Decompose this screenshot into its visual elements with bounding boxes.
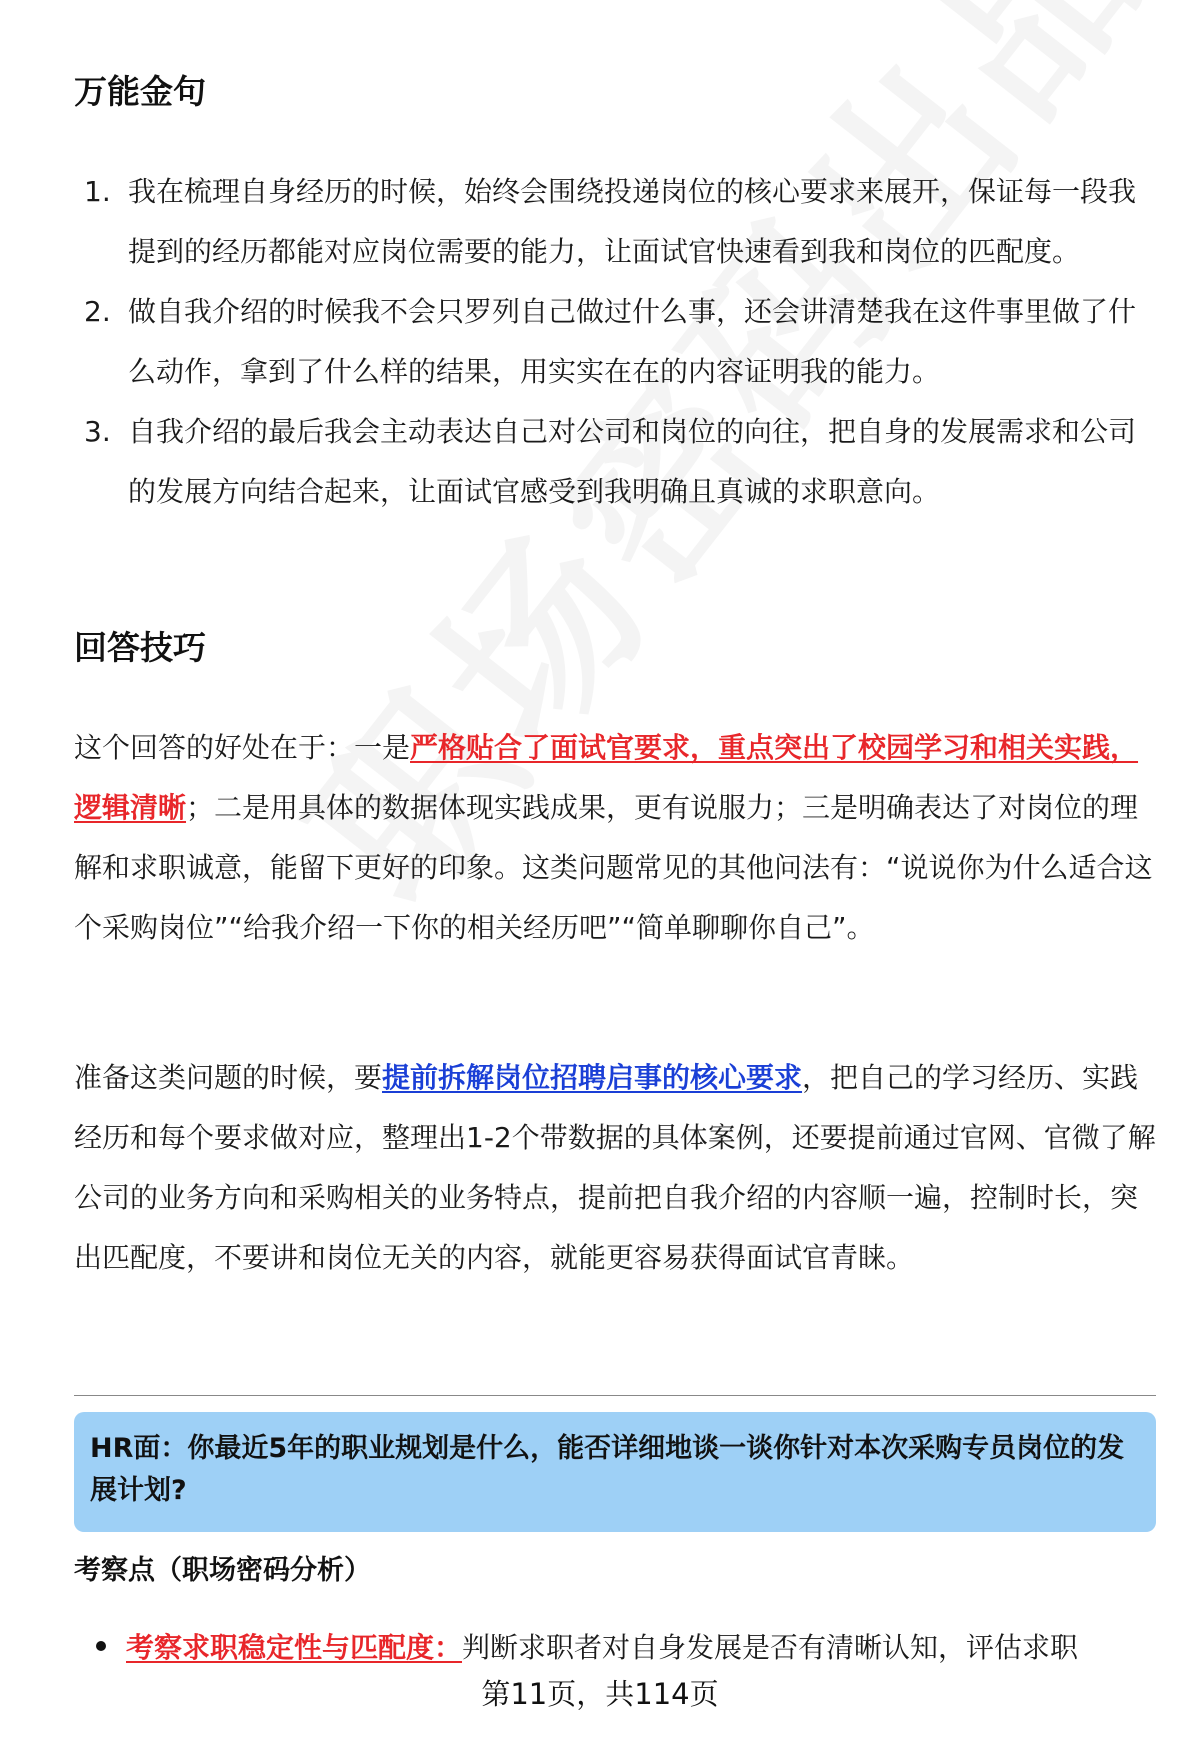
highlight-blue-text: 提前拆解岗位招聘启事的核心要求 xyxy=(382,1061,803,1094)
list-item xyxy=(74,162,1154,282)
bullet-dot-icon xyxy=(96,1641,106,1651)
list-item xyxy=(74,282,1154,402)
answer-tips-paragraph-2 xyxy=(74,1048,1156,1288)
paragraph-text: ，把自己的学习经历、实践经历和每个要求做对应，整理出1-2个带数据的具体案例，还要提前通过官网、官微了解公司的业务方向和采购相关的业务特点，提前把自我介绍的内容顺一遍，控制时长，突出匹配度，不要讲和岗位无关的内容，就能更容易获得面试官青睐。 xyxy=(74,1061,1156,1274)
list-number: 3. xyxy=(84,415,111,448)
section-divider xyxy=(74,1395,1156,1396)
list-number: 1. xyxy=(84,175,111,208)
bullet-highlight-text: 考察求职稳定性与匹配度： xyxy=(126,1631,463,1664)
hr-question-text: HR面：你最近5年的职业规划是什么，能否详细地谈一谈你针对本次采购专员岗位的发展计划? xyxy=(90,1433,1125,1506)
list-item xyxy=(74,402,1154,522)
golden-sentences-list xyxy=(74,162,1154,522)
section-title-golden-sentences: 万能金句 xyxy=(74,72,206,111)
list-item-text: 做自我介绍的时候我不会只罗列自己做过什么事，还会讲清楚我在这件事里做了什么动作，拿到了什么样的结果，用实实在在的内容证明我的能力。 xyxy=(128,295,1137,388)
answer-tips-paragraph-1 xyxy=(74,718,1156,958)
hr-question-callout xyxy=(74,1412,1156,1532)
list-item-text: 我在梳理自身经历的时候，始终会围绕投递岗位的核心要求来展开，保证每一段我提到的经历都能对应岗位需要的能力，让面试官快速看到我和岗位的匹配度。 xyxy=(128,175,1137,268)
list-item-text: 自我介绍的最后我会主动表达自己对公司和岗位的向往，把自身的发展需求和公司的发展方向结合起来，让面试官感受到我明确且真诚的求职意向。 xyxy=(128,415,1137,508)
paragraph-text: 准备这类问题的时候，要 xyxy=(74,1061,383,1094)
bullet-text: 判断求职者对自身发展是否有清晰认知，评估求职 xyxy=(462,1631,1079,1664)
highlight-red-text: 严格贴合了面试官要求，重点突出了校园学习和相关实践，逻辑清晰 xyxy=(74,731,1139,824)
paragraph-text: ；二是用具体的数据体现实践成果，更有说服力；三是明确表达了对岗位的理解和求职诚意，能留下更好的印象。这类问题常见的其他问法有：“说说你为什么适合这个采购岗位”“给我介绍一下你的相关经历吧”“简单聊聊你自己”。 xyxy=(74,791,1153,944)
page-footer: 第11页，共114页 xyxy=(481,1677,719,1711)
list-number: 2. xyxy=(84,295,111,328)
paragraph-text: 这个回答的好处在于：一是 xyxy=(74,731,411,764)
exam-points-title: 考察点（职场密码分析） xyxy=(74,1555,371,1586)
section-title-answer-tips: 回答技巧 xyxy=(74,628,206,667)
exam-point-bullet xyxy=(96,1618,1156,1678)
